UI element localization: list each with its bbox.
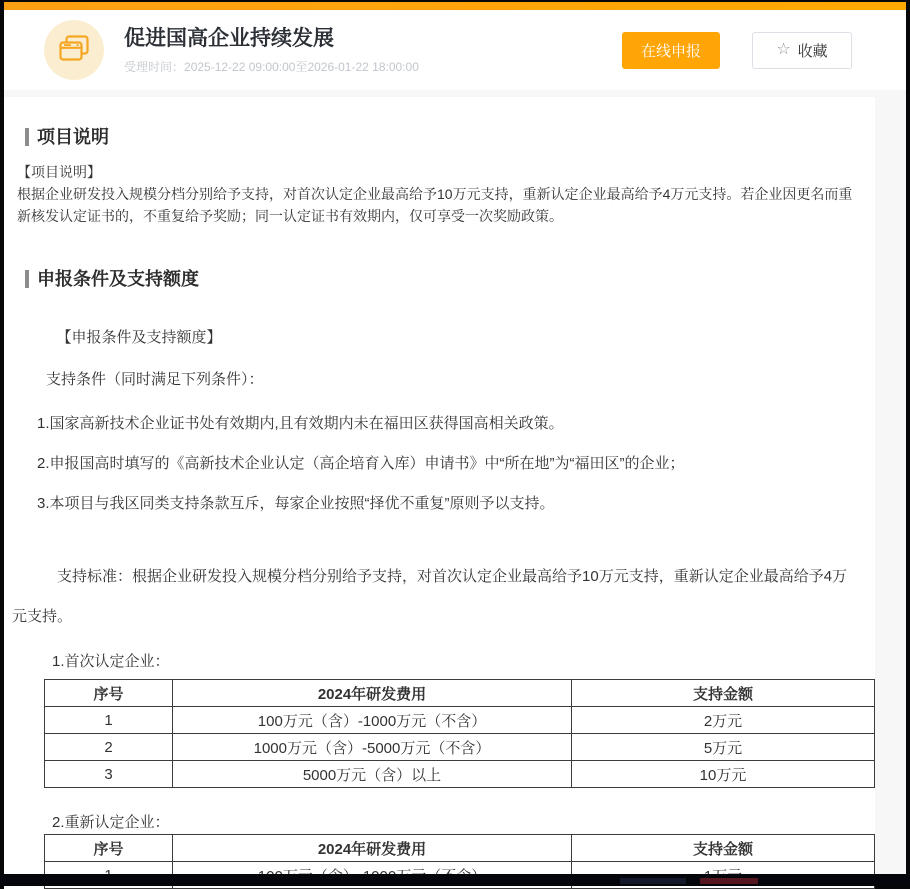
header-text-block xyxy=(104,26,622,75)
conditions-bracket-title: 【申报条件及支持额度】 xyxy=(56,329,222,346)
cell-amount: 5万元 xyxy=(572,734,875,761)
page-title: 促进国高企业持续发展 xyxy=(124,26,334,50)
table-row xyxy=(45,734,875,761)
section-title: 申报条件及支持额度 xyxy=(37,269,199,289)
favorite-button-label: 收藏 xyxy=(797,42,828,60)
support-standard-paragraph: 支持标准：根据企业研发投入规模分档分别给予支持，对首次认定企业最高给予10万元支持，重新认定企业最高给予4万元支持。 xyxy=(12,568,848,625)
taskbar-sliver xyxy=(700,878,758,884)
table-row xyxy=(45,761,875,788)
table-header-row xyxy=(45,835,875,862)
page-header xyxy=(4,10,906,90)
project-desc-paragraph xyxy=(12,161,865,227)
header-actions xyxy=(622,32,852,69)
heading-accent-bar xyxy=(25,270,29,288)
favorite-button[interactable] xyxy=(752,32,852,69)
table2-label: 2.重新认定企业： xyxy=(52,814,170,831)
conditions-intro: 支持条件（同时满足下列条件）： xyxy=(46,371,264,388)
heading-accent-bar xyxy=(25,128,29,146)
cell-index: 3 xyxy=(45,761,173,788)
section-heading-project-desc xyxy=(25,127,865,147)
col-header-amount: 支持金额 xyxy=(572,680,875,707)
table-row xyxy=(45,707,875,734)
table-header-row xyxy=(45,680,875,707)
accept-time-value: 2025-12-22 09:00:00至2026-01-22 18:00:00 xyxy=(184,59,419,74)
stacked-windows-icon xyxy=(56,32,92,68)
cell-rd-expense: 5000万元（含）以上 xyxy=(173,761,572,788)
col-header-rd-expense: 2024年研发费用 xyxy=(173,680,572,707)
col-header-index: 序号 xyxy=(45,680,173,707)
accept-time-label: 受理时间： xyxy=(124,59,185,74)
star-icon: ☆ xyxy=(776,41,791,58)
accent-top-bar xyxy=(4,2,906,10)
section-heading-conditions xyxy=(25,269,865,289)
app-window xyxy=(4,2,906,874)
cell-amount: 2万元 xyxy=(572,707,875,734)
project-desc-body: 根据企业研发投入规模分档分别给予支持，对首次认定企业最高给予10万元支持，重新认定企业最高给予4万元支持。若企业因更名而重新核发认定证书的，不重复给予奖励；同一认定证书有效期内，仅可享受一次奖励政策。 xyxy=(17,186,853,224)
project-desc-bracket-title: 【项目说明】 xyxy=(17,164,101,180)
col-header-amount: 支持金额 xyxy=(572,835,875,862)
first-certification-table xyxy=(44,679,875,788)
condition-item: 2.申报国高时填写的《高新技术企业认定（高企培育入库）申请书》中“所在地”为“福田区”的企业； xyxy=(37,455,685,472)
detail-content xyxy=(4,97,875,889)
cell-rd-expense: 1000万元（含）-5000万元（不含） xyxy=(173,734,572,761)
condition-item: 3.本项目与我区同类支持条款互斥，每家企业按照“择优不重复”原则予以支持。 xyxy=(37,495,555,512)
accept-time xyxy=(124,58,622,75)
col-header-index: 序号 xyxy=(45,835,173,862)
cell-index: 1 xyxy=(45,707,173,734)
online-apply-button[interactable]: 在线申报 xyxy=(622,32,720,69)
project-icon xyxy=(44,20,104,80)
section-title: 项目说明 xyxy=(37,127,109,147)
cell-rd-expense: 100万元（含）-1000万元（不含） xyxy=(173,707,572,734)
cell-amount: 10万元 xyxy=(572,761,875,788)
conditions-block xyxy=(12,327,865,515)
col-header-rd-expense: 2024年研发费用 xyxy=(173,835,572,862)
condition-item: 1.国家高新技术企业证书处有效期内,且有效期内未在福田区获得国高相关政策。 xyxy=(37,415,564,432)
taskbar-sliver xyxy=(620,878,686,884)
window-bottom-edge xyxy=(0,874,910,886)
table1-label: 1.首次认定企业： xyxy=(52,653,170,670)
cell-index: 2 xyxy=(45,734,173,761)
